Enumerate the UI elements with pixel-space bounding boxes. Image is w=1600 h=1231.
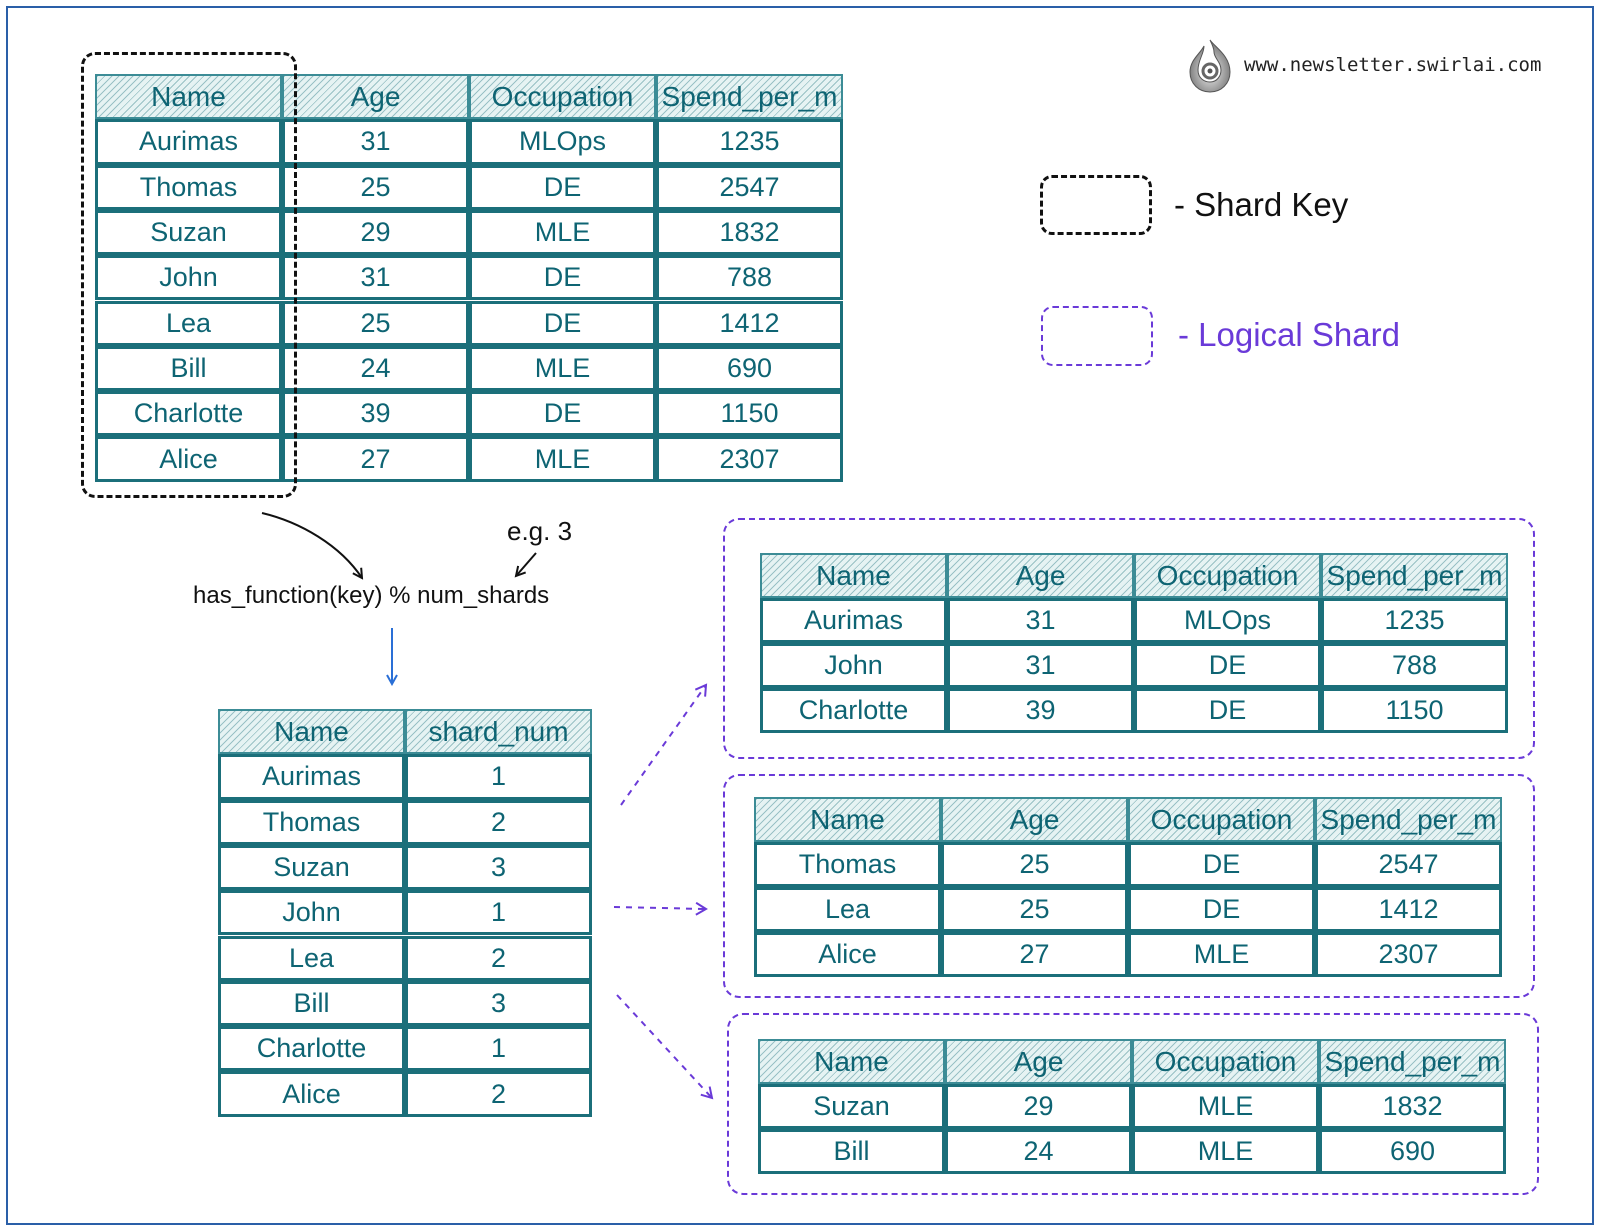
table-cell: 39 [947,688,1134,733]
table-cell: Aurimas [95,119,282,164]
table-cell: 1832 [656,210,843,255]
table-cell: 1832 [1319,1084,1506,1129]
table-cell: 1412 [1315,887,1502,932]
table-cell: 25 [282,165,469,210]
logical-shard-2-table [754,797,1502,977]
table-header-cell: Spend_per_m [1319,1039,1506,1084]
table-header-cell: Age [947,553,1134,598]
table-header-cell: Spend_per_m [1315,797,1502,842]
table-header-cell: Occupation [1134,553,1321,598]
table-cell: Lea [95,301,282,346]
table-cell: 788 [1321,643,1508,688]
table-cell: 1235 [656,119,843,164]
table-cell: 2 [405,1071,592,1116]
table-cell: 2547 [656,165,843,210]
table-cell: Lea [218,936,405,981]
table-cell: 1150 [1321,688,1508,733]
table-cell: Alice [95,436,282,481]
legend-shard-key-swatch [1040,175,1152,235]
table-cell: DE [1128,842,1315,887]
table-header-cell: Name [754,797,941,842]
table-cell: MLE [469,346,656,391]
table-cell: 24 [945,1129,1132,1174]
legend-shard-key-label: - Shard Key [1174,186,1349,223]
table-cell: Lea [754,887,941,932]
table-cell: John [760,643,947,688]
table-header-cell: Name [95,74,282,119]
table-cell: 690 [656,346,843,391]
legend-logical-shard-swatch [1041,306,1153,366]
table-cell: 690 [1319,1129,1506,1174]
shard-map-table [218,709,592,1117]
table-cell: MLE [469,210,656,255]
table-header-cell: Spend_per_m [656,74,843,119]
table-cell: 2 [405,936,592,981]
table-cell: Thomas [754,842,941,887]
table-cell: DE [1134,643,1321,688]
table-header-cell: Name [758,1039,945,1084]
table-cell: 29 [945,1084,1132,1129]
table-cell: 1235 [1321,598,1508,643]
table-cell: Aurimas [760,598,947,643]
table-cell: 31 [282,255,469,300]
table-cell: Charlotte [218,1026,405,1071]
table-cell: 24 [282,346,469,391]
table-cell: 788 [656,255,843,300]
table-header-cell: Spend_per_m [1321,553,1508,598]
table-header-cell: shard_num [405,709,592,754]
table-cell: Suzan [758,1084,945,1129]
table-cell: MLOps [469,119,656,164]
table-cell: 2307 [656,436,843,481]
table-cell: DE [469,391,656,436]
table-cell: 25 [941,887,1128,932]
shard-key-highlight [81,52,297,498]
table-cell: John [218,890,405,935]
table-cell: 31 [947,598,1134,643]
table-cell: Suzan [218,845,405,890]
table-cell: 2307 [1315,932,1502,977]
table-cell: DE [469,165,656,210]
table-cell: 29 [282,210,469,255]
table-cell: Bill [218,981,405,1026]
table-cell: 1 [405,1026,592,1071]
table-cell: 1412 [656,301,843,346]
table-header-cell: Occupation [1132,1039,1319,1084]
hash-formula: has_function(key) % num_shards [193,582,550,609]
table-cell: 3 [405,981,592,1026]
table-cell: Suzan [95,210,282,255]
table-cell: 2 [405,800,592,845]
table-cell: 1 [405,890,592,935]
table-cell: 31 [282,119,469,164]
table-header-cell: Name [760,553,947,598]
table-cell: 2547 [1315,842,1502,887]
example-label: e.g. 3 [507,516,573,546]
table-cell: MLE [1128,932,1315,977]
logical-shard-1-table [760,553,1508,733]
table-header-cell: Occupation [1128,797,1315,842]
table-cell: Alice [218,1071,405,1116]
table-header-cell: Age [945,1039,1132,1084]
table-cell: John [95,255,282,300]
table-cell: 3 [405,845,592,890]
table-cell: Bill [758,1129,945,1174]
table-cell: MLE [1132,1129,1319,1174]
table-header-cell: Age [282,74,469,119]
table-cell: DE [1128,887,1315,932]
logical-shard-3-table [758,1039,1506,1174]
table-cell: 25 [282,301,469,346]
table-cell: 39 [282,391,469,436]
table-cell: 31 [947,643,1134,688]
table-cell: 1 [405,754,592,799]
table-cell: DE [469,255,656,300]
table-cell: 27 [282,436,469,481]
table-header-cell: Name [218,709,405,754]
table-cell: MLE [1132,1084,1319,1129]
table-cell: Charlotte [760,688,947,733]
table-cell: Bill [95,346,282,391]
table-cell: MLOps [1134,598,1321,643]
table-cell: Charlotte [95,391,282,436]
table-header-cell: Occupation [469,74,656,119]
table-cell: 27 [941,932,1128,977]
table-cell: DE [1134,688,1321,733]
table-cell: Aurimas [218,754,405,799]
table-cell: MLE [469,436,656,481]
brand-url: www.newsletter.swirlai.com [1244,54,1542,76]
table-cell: 1150 [656,391,843,436]
table-header-cell: Age [941,797,1128,842]
table-cell: Thomas [218,800,405,845]
table-cell: DE [469,301,656,346]
swirl-logo-icon [1186,38,1234,94]
table-cell: Alice [754,932,941,977]
table-cell: Thomas [95,165,282,210]
table-cell: 25 [941,842,1128,887]
legend-logical-shard-label: - Logical Shard [1178,316,1400,353]
